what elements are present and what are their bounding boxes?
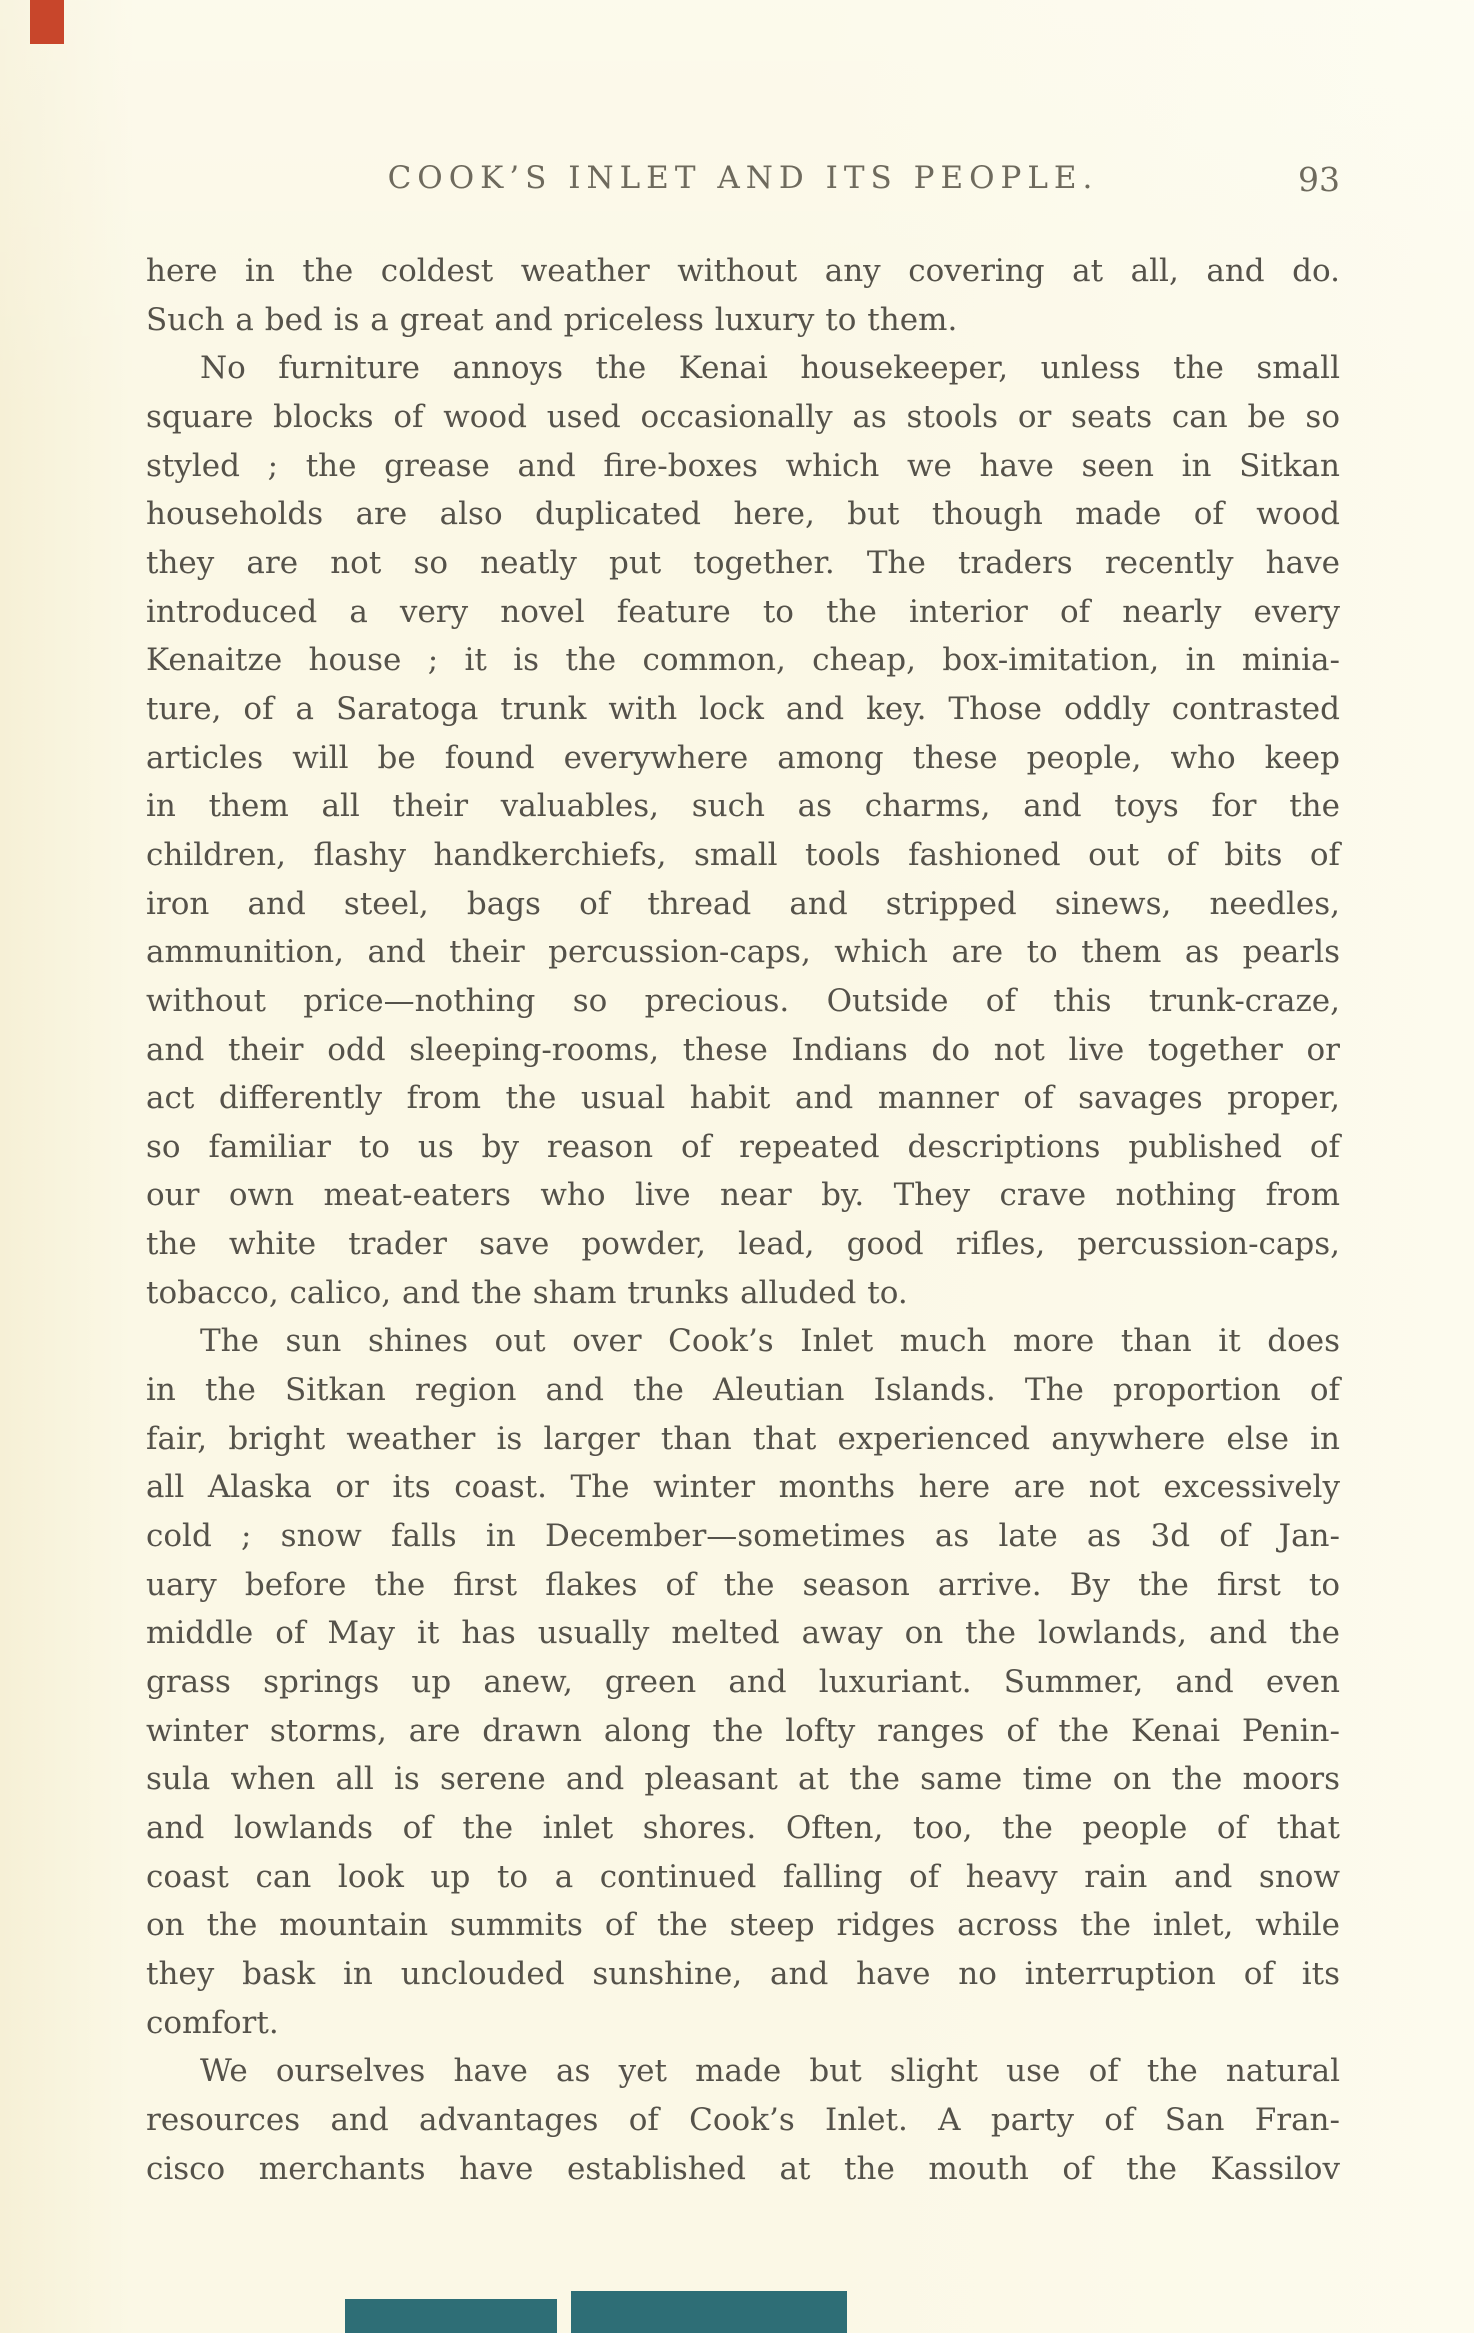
- text-line: middle of May it has usually melted away on the lowlands, and the: [146, 1615, 1340, 1652]
- text-line: uary before the first flakes of the season arrive. By the first to: [146, 1566, 1340, 1603]
- text-line: the white trader save powder, lead, good rifles, percussion-caps,: [146, 1226, 1340, 1263]
- text-line: without price—nothing so precious. Outside of this trunk-craze,: [146, 982, 1340, 1019]
- text-line: styled ; the grease and fire-boxes which we have seen in Sitkan: [146, 447, 1340, 484]
- text-line: grass springs up anew, green and luxuriant. Summer, and even: [146, 1664, 1340, 1701]
- text-line: No furniture annoys the Kenai housekeeper, unless the small: [200, 350, 1340, 387]
- text-line: articles will be found everywhere among these people, who keep: [146, 739, 1340, 776]
- paragraph: [146, 1317, 1340, 2047]
- text-line: fair, bright weather is larger than that experienced anywhere else in: [146, 1420, 1340, 1457]
- scan-calibration-bar-bottom-right: [571, 2291, 847, 2333]
- text-line: our own meat-eaters who live near by. They crave nothing from: [146, 1177, 1340, 1214]
- text-line: act differently from the usual habit and manner of savages proper,: [146, 1080, 1340, 1117]
- text-line: iron and steel, bags of thread and stripped sinews, needles,: [146, 885, 1340, 922]
- text-line: children, flashy handkerchiefs, small tools fashioned out of bits of: [146, 836, 1340, 873]
- text-line: on the mountain summits of the steep ridges across the inlet, while: [146, 1907, 1340, 1944]
- running-header: [146, 160, 1340, 202]
- scan-calibration-mark-top-left: [30, 0, 64, 44]
- paragraph: [146, 344, 1340, 1317]
- text-line: in the Sitkan region and the Aleutian Islands. The proportion of: [146, 1372, 1340, 1409]
- text-line: introduced a very novel feature to the interior of nearly every: [146, 593, 1340, 630]
- text-line: ture, of a Saratoga trunk with lock and key. Those oddly contrasted: [146, 690, 1340, 727]
- text-line: in them all their valuables, such as charms, and toys for the: [146, 788, 1340, 825]
- page-number: 93: [1298, 160, 1340, 199]
- text-line: here in the coldest weather without any covering at all, and do.: [146, 253, 1340, 289]
- text-line: winter storms, are drawn along the lofty ranges of the Kenai Penin-: [146, 1712, 1340, 1749]
- paragraph: [146, 247, 1340, 344]
- paragraph: [146, 2047, 1340, 2193]
- text-line: and lowlands of the inlet shores. Often, too, the people of that: [146, 1810, 1340, 1846]
- text-line: Such a bed is a great and priceless luxury to them.: [146, 301, 958, 338]
- text-line: ammunition, and their percussion-caps, which are to them as pearls: [146, 934, 1340, 971]
- text-line: Kenaitze house ; it is the common, cheap, box-imitation, in minia-: [146, 642, 1340, 679]
- scan-calibration-bar-bottom-left: [345, 2299, 557, 2333]
- body-text-block: [146, 247, 1340, 2193]
- text-line: cisco merchants have established at the mouth of the Kassilov: [146, 2150, 1340, 2187]
- text-line: comfort.: [146, 2004, 279, 2041]
- text-line: and their odd sleeping-rooms, these Indians do not live together or: [146, 1031, 1340, 1068]
- text-line: coast can look up to a continued falling of heavy rain and snow: [146, 1858, 1340, 1895]
- text-line: The sun shines out over Cook’s Inlet much more than it does: [200, 1323, 1340, 1360]
- text-line: We ourselves have as yet made but slight use of the natural: [200, 2053, 1340, 2090]
- text-line: sula when all is serene and pleasant at the same time on the moors: [146, 1761, 1340, 1798]
- text-line: all Alaska or its coast. The winter months here are not excessively: [146, 1469, 1340, 1506]
- text-line: so familiar to us by reason of repeated descriptions published of: [146, 1128, 1340, 1165]
- text-line: square blocks of wood used occasionally as stools or seats can be so: [146, 398, 1340, 435]
- text-line: households are also duplicated here, but though made of wood: [146, 496, 1340, 533]
- running-title: COOK’S INLET AND ITS PEOPLE.: [387, 160, 1099, 196]
- text-line: tobacco, calico, and the sham trunks alluded to.: [146, 1274, 908, 1311]
- text-line: resources and advantages of Cook’s Inlet. A party of San Fran-: [146, 2101, 1340, 2138]
- text-line: they bask in unclouded sunshine, and have no interruption of its: [146, 1955, 1340, 1992]
- text-line: cold ; snow falls in December—sometimes as late as 3d of Jan-: [146, 1518, 1340, 1555]
- text-line: they are not so neatly put together. The traders recently have: [146, 544, 1340, 581]
